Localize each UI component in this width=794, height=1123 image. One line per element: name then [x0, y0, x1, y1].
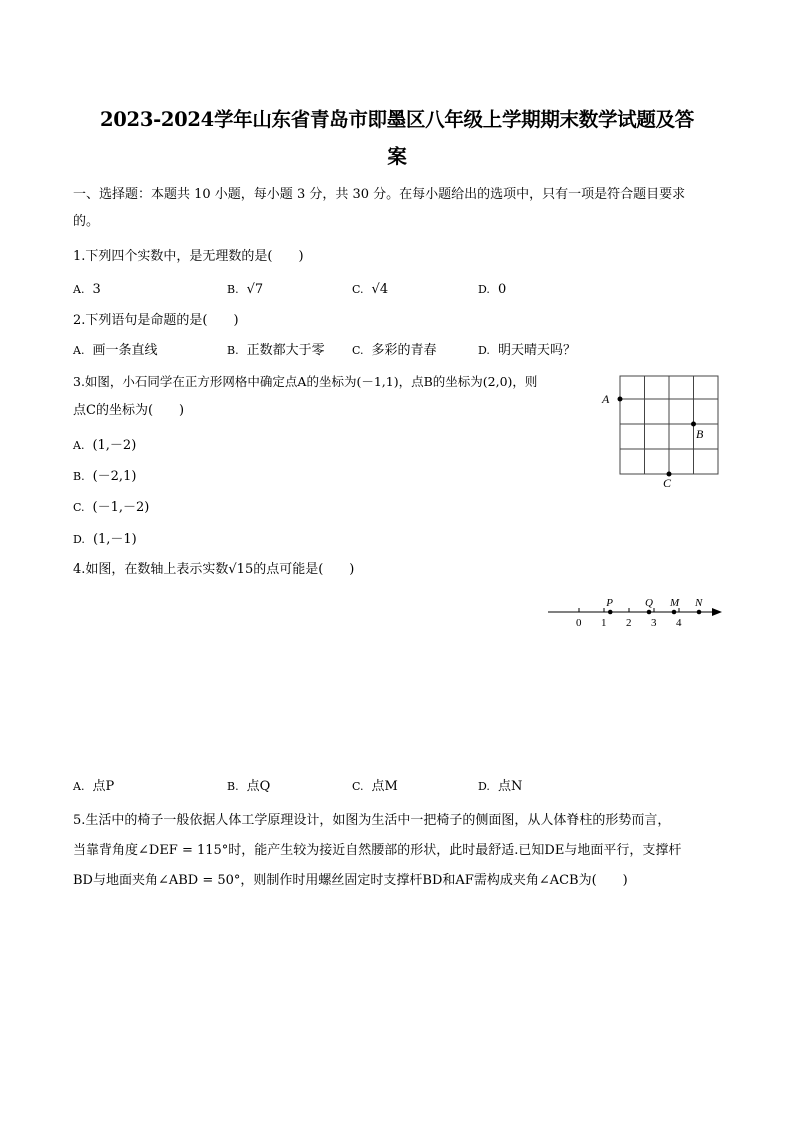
point-b: [691, 422, 696, 427]
q2-option-a: A. 画一条直线: [73, 343, 158, 358]
q3-option-c: C. (－1,－2): [73, 500, 150, 515]
q4-option-d: D. 点N: [478, 779, 523, 794]
grid-figure: [596, 368, 726, 490]
question-2-stem: 2.下列语句是命题的是( ): [73, 313, 239, 328]
tick-label: 1: [601, 617, 607, 629]
q4-option-c: C. 点M: [352, 779, 398, 794]
question-4-stem: 4.如图，在数轴上表示实数√15的点可能是( ): [73, 562, 355, 577]
tick-label: 0: [576, 617, 582, 629]
question-3-stem: 3.如图，小石同学在正方形网格中确定点A的坐标为(－1,1)，点B的坐标为(2,0)，则: [73, 374, 538, 389]
point-label: P: [606, 597, 613, 609]
point-label: M: [670, 597, 680, 609]
q1-option-d: D. 0: [478, 282, 507, 297]
q3-option-a: A. (1,－2): [73, 438, 137, 453]
q4-option-a: A. 点P: [73, 779, 115, 794]
q3-option-b: B. (－2,1): [73, 469, 137, 484]
question-3-stem-cont: 点C的坐标为( ): [73, 403, 185, 418]
title-line-2: 案: [387, 145, 407, 168]
arrow-icon: [712, 608, 722, 616]
section-heading: 一、选择题：本题共 10 小题，每小题 3 分，共 30 分。在每小题给出的选项中，只有一项是符合题目要求: [73, 187, 686, 202]
question-1-stem: 1.下列四个实数中，是无理数的是( ): [73, 249, 304, 264]
number-line-figure: [545, 590, 730, 630]
tick-label: 2: [626, 617, 632, 629]
q4-option-b: B. 点Q: [227, 779, 271, 794]
q3-option-d: D. (1,－1): [73, 532, 137, 547]
q2-option-d: D. 明天晴天吗？: [478, 343, 576, 358]
label-c: C: [663, 476, 672, 490]
title-line-1: 2023-2024学年山东省青岛市即墨区八年级上学期期末数学试题及答: [100, 108, 694, 131]
tick-label: 3: [651, 617, 657, 629]
q1-option-a: A. 3: [73, 282, 101, 297]
label-a: A: [602, 392, 610, 406]
q1-option-b: B. √7: [227, 282, 264, 297]
point-n: [697, 610, 702, 615]
label-b: B: [696, 427, 704, 441]
question-5-line-1: 5.生活中的椅子一般依据人体工学原理设计，如图为生活中一把椅子的侧面图，从人体脊柱的形势而言，: [73, 813, 671, 828]
q2-option-b: B. 正数都大于零: [227, 343, 325, 358]
section-heading-cont: 的。: [73, 214, 100, 229]
q2-option-c: C. 多彩的青春: [352, 343, 437, 358]
point-q: [647, 610, 652, 615]
q1-option-c: C. √4: [352, 282, 389, 297]
question-5-line-2: 当靠背角度∠DEF = 115°时，能产生较为接近自然腰部的形状，此时最舒适.已知DE与地面平行，支撑杆: [73, 843, 682, 858]
point-label: Q: [645, 597, 653, 609]
point-m: [672, 610, 677, 615]
tick-label: 4: [676, 617, 682, 629]
point-a: [618, 397, 623, 402]
question-5-line-3: BD与地面夹角∠ABD = 50°，则制作时用螺丝固定时支撑杆BD和AF需构成夹角∠ACB为( ): [73, 873, 628, 888]
point-p: [608, 610, 613, 615]
point-label: N: [695, 597, 703, 609]
